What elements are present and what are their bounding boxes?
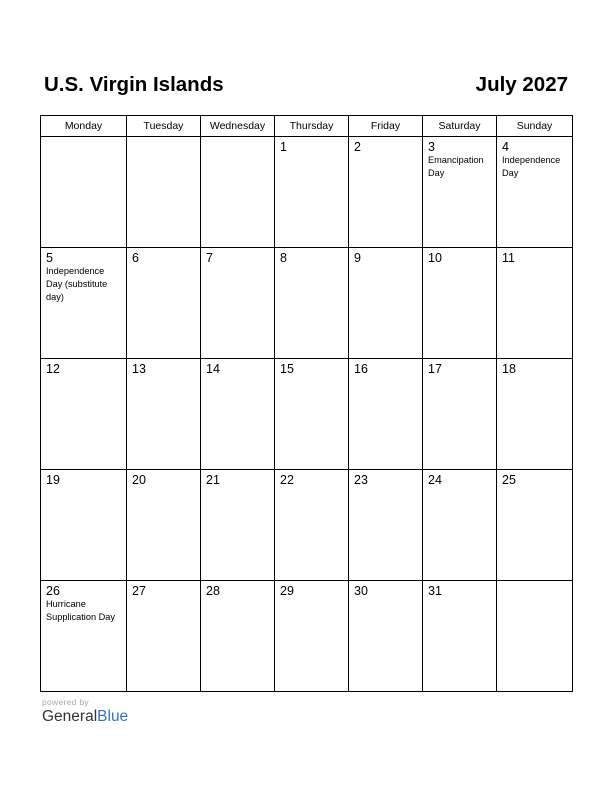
- day-number: 30: [354, 584, 368, 598]
- holiday-label: Hurricane Supplication Day: [46, 599, 115, 622]
- day-number: 12: [46, 362, 60, 376]
- day-cell: [497, 137, 573, 248]
- day-number: 29: [280, 584, 294, 598]
- weekday-header: Sunday: [497, 116, 573, 137]
- day-number: 4: [502, 140, 509, 154]
- day-cell: [201, 248, 275, 359]
- day-cell: [275, 359, 349, 470]
- day-number: 31: [428, 584, 442, 598]
- day-cell: [127, 359, 201, 470]
- day-number: 23: [354, 473, 368, 487]
- day-cell: [423, 581, 497, 692]
- day-cell: [201, 137, 275, 248]
- day-cell: [275, 581, 349, 692]
- day-cell: [127, 137, 201, 248]
- day-number: 13: [132, 362, 146, 376]
- day-cell: [275, 470, 349, 581]
- day-cell: [127, 248, 201, 359]
- day-cell: [275, 248, 349, 359]
- day-number: 25: [502, 473, 516, 487]
- day-number: 14: [206, 362, 220, 376]
- weekday-header: Saturday: [423, 116, 497, 137]
- weekday-header: Friday: [349, 116, 423, 137]
- day-number: 11: [502, 251, 515, 265]
- day-cell: [349, 137, 423, 248]
- day-cell: [201, 581, 275, 692]
- day-number: 18: [502, 362, 516, 376]
- holiday-label: Independence Day (substitute day): [46, 266, 108, 302]
- day-cell: [349, 248, 423, 359]
- day-cell: [41, 359, 127, 470]
- day-number: 3: [428, 140, 435, 154]
- day-cell: [497, 359, 573, 470]
- day-number: 8: [280, 251, 287, 265]
- day-cell: [349, 470, 423, 581]
- day-number: 2: [354, 140, 361, 154]
- day-cell: [201, 359, 275, 470]
- day-cell: [201, 470, 275, 581]
- day-cell: [41, 137, 127, 248]
- day-cell: [275, 137, 349, 248]
- day-number: 1: [280, 140, 287, 154]
- day-number: 24: [428, 473, 442, 487]
- day-number: 27: [132, 584, 146, 598]
- week-row: [41, 470, 573, 581]
- month-title: July 2027: [475, 73, 568, 96]
- weekday-header-row: [41, 116, 573, 137]
- day-number: 28: [206, 584, 220, 598]
- calendar-grid: [40, 115, 573, 692]
- weekday-header: Tuesday: [127, 116, 201, 137]
- day-cell: [423, 359, 497, 470]
- day-number: 21: [206, 473, 220, 487]
- holiday-label: Emancipation Day: [428, 155, 484, 178]
- footer: [42, 697, 128, 726]
- day-number: 7: [206, 251, 213, 265]
- day-cell: [41, 248, 127, 359]
- day-number: 20: [132, 473, 146, 487]
- day-cell: [423, 137, 497, 248]
- weekday-header: Wednesday: [201, 116, 275, 137]
- day-number: 16: [354, 362, 368, 376]
- day-cell: [127, 581, 201, 692]
- day-number: 5: [46, 251, 53, 265]
- week-row: [41, 248, 573, 359]
- weekday-header: Thursday: [275, 116, 349, 137]
- day-number: 26: [46, 584, 60, 598]
- brand-logo-general: General: [42, 708, 98, 725]
- week-row: [41, 137, 573, 248]
- holiday-label: Independence Day: [502, 155, 561, 178]
- day-cell: [497, 470, 573, 581]
- day-number: 10: [428, 251, 442, 265]
- day-number: 22: [280, 473, 294, 487]
- day-cell: [41, 581, 127, 692]
- day-cell: [423, 470, 497, 581]
- day-cell: [497, 581, 573, 692]
- powered-by-text: powered by: [42, 697, 89, 707]
- day-cell: [41, 470, 127, 581]
- brand-logo: [42, 708, 128, 726]
- day-cell: [127, 470, 201, 581]
- day-cell: [349, 581, 423, 692]
- brand-logo-blue: Blue: [97, 708, 129, 725]
- day-cell: [423, 248, 497, 359]
- weekday-header: Monday: [41, 116, 127, 137]
- region-title: U.S. Virgin Islands: [44, 73, 224, 96]
- day-cell: [497, 248, 573, 359]
- week-row: [41, 581, 573, 692]
- calendar-header: [44, 70, 568, 100]
- week-row: [41, 359, 573, 470]
- day-number: 17: [428, 362, 442, 376]
- day-number: 15: [280, 362, 294, 376]
- day-number: 9: [354, 251, 361, 265]
- day-cell: [349, 359, 423, 470]
- day-number: 19: [46, 473, 60, 487]
- day-number: 6: [132, 251, 139, 265]
